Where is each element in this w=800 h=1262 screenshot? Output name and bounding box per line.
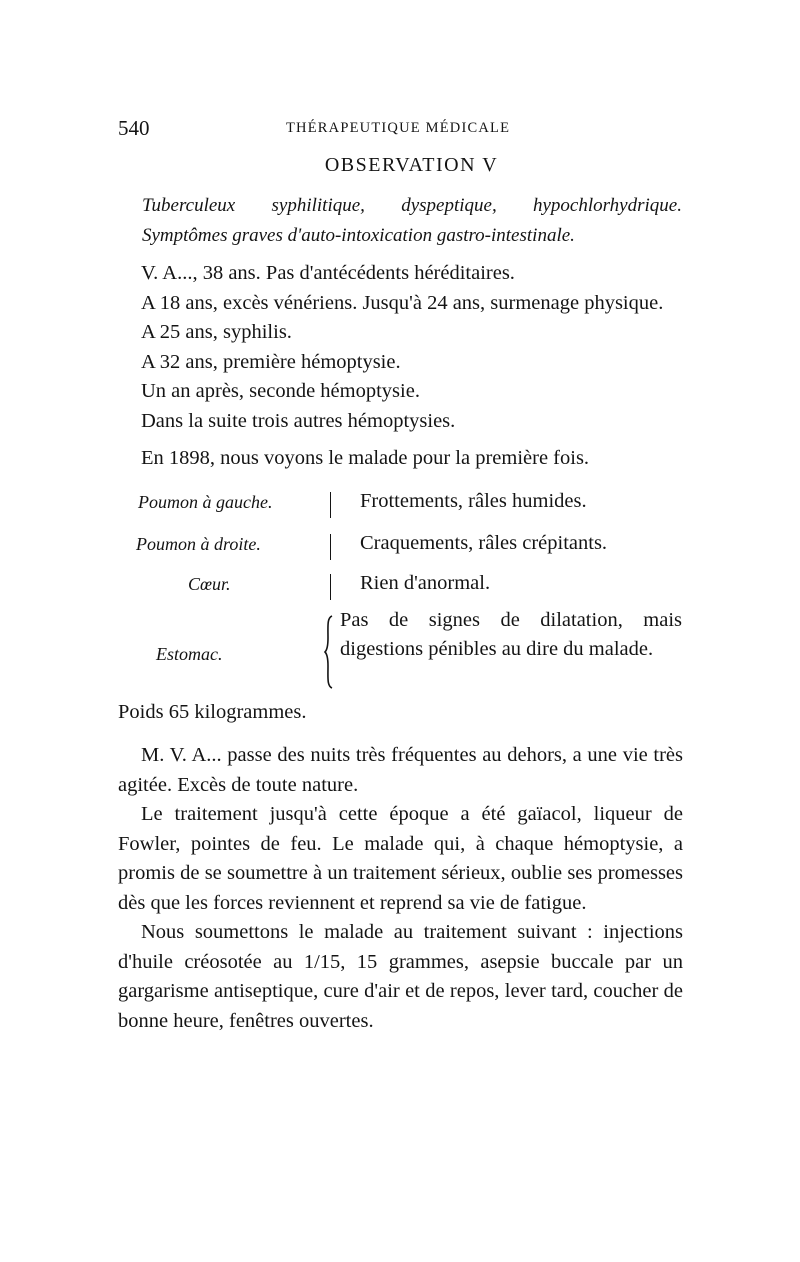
history-line: V. A..., 38 ans. Pas d'antécédents héréditaires. [141, 262, 515, 284]
history-line: A 25 ans, syphilis. [141, 321, 292, 343]
book-page [118, 112, 683, 1036]
exam-label-right-lung: Poumon à droite. [136, 533, 261, 554]
paragraph: Le traitement jusqu'à cette époque a été gaïacol, liqueur de Fowler, pointes de feu. Le malade qui, à chaque hémoptysie, a promis de se soumettre à un traitement sérieux, oublie ses promesses dès que les forces reviennent et reprend sa vie de fatigue. [118, 803, 683, 914]
running-head [118, 112, 683, 142]
weight-line: Poids 65 kilogrammes. [118, 700, 307, 723]
exam-finding-heart: Rien d'anormal. [360, 571, 491, 594]
patient-history [118, 259, 683, 474]
paragraph: Nous soumettons le malade au traitement suivant : injections d'huile créosotée au 1/15, 15 grammes, asepsie buccale par un gargarisme antiseptique, cure d'air et de repos, lever tard, coucher de bonne heure, fenêtres ouvertes. [118, 921, 683, 1032]
subtitle-word: Tuberculeux [142, 195, 236, 216]
exam-separator [330, 574, 331, 600]
exam-label-left-lung: Poumon à gauche. [138, 491, 273, 512]
brace-icon [324, 614, 334, 690]
page-number: 540 [118, 116, 150, 140]
running-title: THÉRAPEUTIQUE MÉDICALE [286, 120, 511, 136]
exam-finding-left-lung: Frottements, râles humides. [360, 489, 587, 512]
history-line: Dans la suite trois autres hémoptysies. [141, 409, 456, 432]
exam-finding-stomach: Pas de signes de dilatation, mais digestions pénibles au dire du malade. [340, 608, 682, 660]
paragraph: M. V. A... passe des nuits très fréquentes au dehors, a une vie très agitée. Excès de toute nature. [118, 744, 683, 796]
observation-subtitle [142, 191, 683, 251]
subtitle-word: syphilitique, [271, 195, 365, 216]
history-line: Un an après, seconde hémoptysie. [141, 380, 420, 402]
subtitle-line-1 [142, 191, 682, 221]
subtitle-line-2: Symptômes graves d'auto-intoxication gastro-intestinale. [142, 225, 575, 246]
exam-separator [330, 534, 331, 560]
exam-finding-right-lung: Craquements, râles crépitants. [360, 531, 608, 554]
narrative [118, 741, 683, 1036]
history-line: En 1898, nous voyons le malade pour la première fois. [141, 447, 590, 469]
exam-separator [330, 492, 331, 518]
exam-label-stomach: Estomac. [156, 643, 223, 664]
subtitle-word: dyspeptique, [401, 195, 497, 216]
subtitle-word: hypochlorhydrique. [532, 195, 682, 216]
history-line: A 18 ans, excès vénériens. Jusqu'à 24 ans, surmenage physique. [141, 291, 664, 314]
history-line: A 32 ans, première hémoptysie. [141, 350, 401, 373]
examination-table [118, 482, 683, 698]
observation-heading: OBSERVATION V [324, 154, 499, 176]
exam-label-heart: Cœur. [188, 573, 231, 594]
